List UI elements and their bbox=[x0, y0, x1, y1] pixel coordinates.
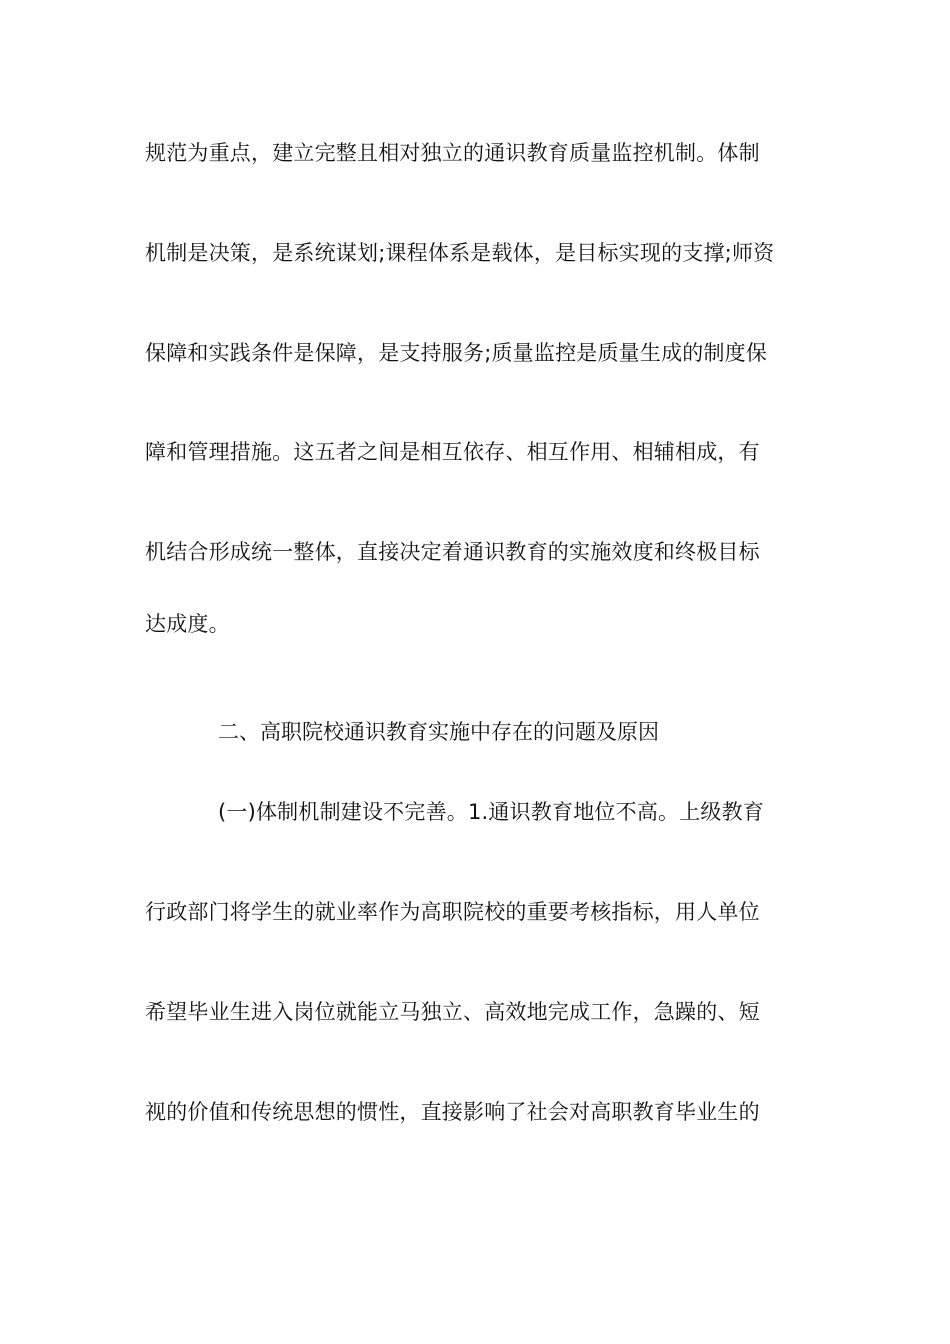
subsection-line-2: 行政部门将学生的就业率作为高职院校的重要考核指标，用人单位 bbox=[145, 900, 760, 924]
section-heading: 二、高职院校通识教育实施中存在的问题及原因 bbox=[218, 720, 659, 744]
paragraph-line-5: 机结合形成统一整体，直接决定着通识教育的实施效度和终极目标 bbox=[145, 540, 760, 564]
paragraph-line-1: 规范为重点，建立完整且相对独立的通识教育质量监控机制。体制 bbox=[145, 141, 760, 165]
subsection-line-3: 希望毕业生进入岗位就能立马独立、高效地完成工作，急躁的、短 bbox=[145, 1000, 760, 1024]
subsection-line-4: 视的价值和传统思想的惯性，直接影响了社会对高职教育毕业生的 bbox=[145, 1100, 760, 1124]
subsection-first-line: (一)体制机制建设不完善。1.通识教育地位不高。上级教育 bbox=[218, 800, 765, 824]
paragraph-line-4: 障和管理措施。这五者之间是相互依存、相互作用、相辅相成，有 bbox=[145, 440, 760, 464]
paragraph-line-3: 保障和实践条件是保障，是支持服务;质量监控是质量生成的制度保 bbox=[145, 341, 768, 365]
paragraph-line-6: 达成度。 bbox=[145, 612, 230, 636]
paragraph-line-2: 机制是决策，是系统谋划;课程体系是载体，是目标实现的支撑;师资 bbox=[145, 241, 775, 265]
